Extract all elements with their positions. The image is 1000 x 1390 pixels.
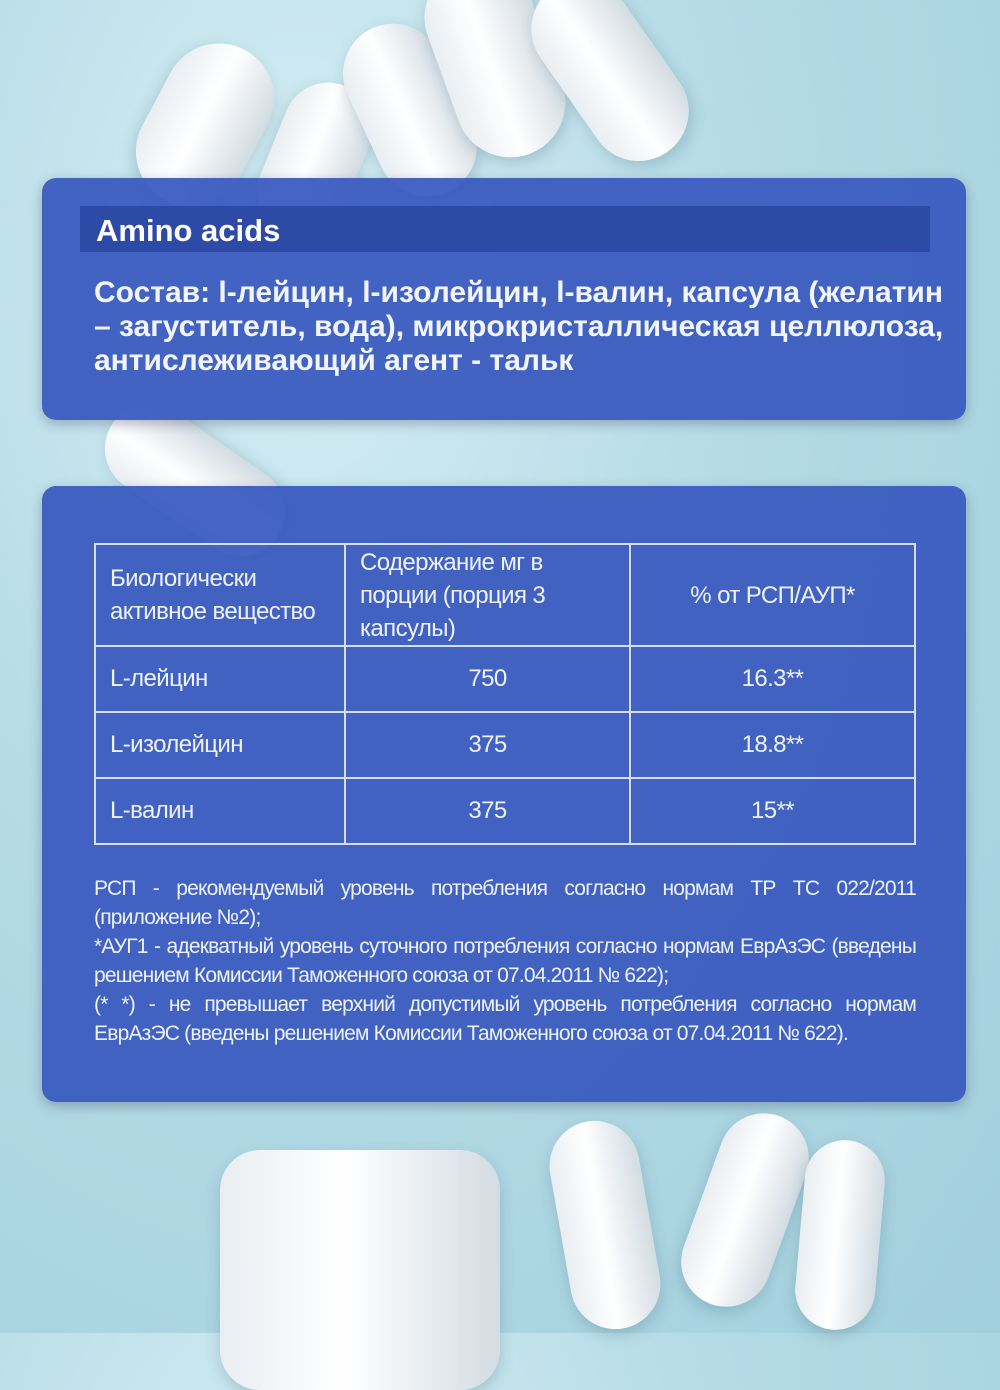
header-percent: % от РСП/АУП* [630, 544, 915, 646]
composition-text: Состав: l-лейцин, l-изолейцин, l-валин, капсула (желатин – загуститель, вода), микрокристаллическая целлюлоза, антислеживающий агент - тальк [94, 276, 944, 377]
footnote: *АУГ1 - адекватный уровень суточного потребления согласно нормам ЕврАзЭС (введены решением Комиссии Таможенного союза от 07.04.2011 № 622); [94, 935, 916, 987]
substance-mg: 750 [345, 646, 630, 712]
table-row [95, 778, 915, 844]
substance-percent: 18.8** [630, 712, 915, 778]
footnote: (* *) - не превышает верхний допустимый уровень потребления согласно нормам ЕврАзЭС (введены решением Комиссии Таможенного союза от 07.04.2011 № 622). [94, 993, 916, 1045]
header-substance: Биологически активное вещество [95, 544, 345, 646]
substance-percent: 15** [630, 778, 915, 844]
substance-name: L-лейцин [95, 646, 345, 712]
capsule-image [220, 1150, 500, 1390]
table-row [95, 712, 915, 778]
capsule-image [542, 1114, 667, 1336]
substance-name: L-валин [95, 778, 345, 844]
nutrition-panel [42, 486, 966, 1102]
substance-mg: 375 [345, 712, 630, 778]
table-header-row [95, 544, 915, 646]
composition-panel [42, 178, 966, 420]
nutrition-table [94, 543, 916, 845]
product-title: Amino acids [96, 213, 281, 248]
footnotes [94, 874, 916, 1048]
substance-percent: 16.3** [630, 646, 915, 712]
substance-mg: 375 [345, 778, 630, 844]
substance-name: L-изолейцин [95, 712, 345, 778]
footnote: РСП - рекомендуемый уровень потребления согласно нормам ТР ТС 022/2011 (приложение №2); [94, 877, 916, 929]
table-row [95, 646, 915, 712]
capsule-image [792, 1137, 888, 1333]
header-content: Содержание мг в порции (порция 3 капсулы) [345, 544, 630, 646]
